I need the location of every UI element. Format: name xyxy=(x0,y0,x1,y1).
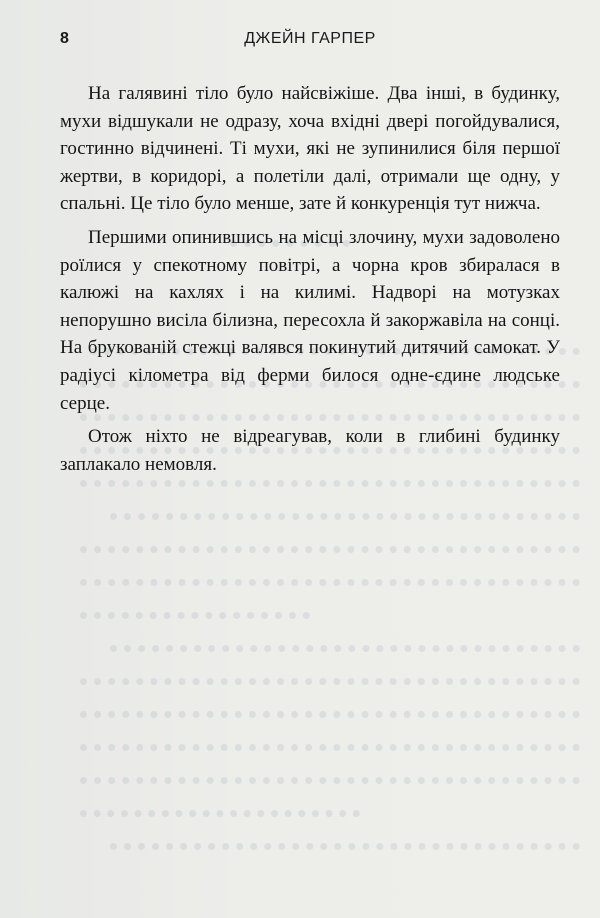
paragraph: На галявині тіло було найсвіжіше. Два інші, в будинку, мухи відшукали не одразу, хоча вхідні двері погойдувалися, гостинно відчинені. Ті мухи, які не зупинилися біля першої жертви, в коридорі, а полетіли далі, отримали ще одну, у спальні. Це тіло було менше, зате й конкуренція тут нижча. xyxy=(60,83,560,215)
running-head: ДЖЕЙН ГАРПЕР xyxy=(244,30,376,47)
paragraph: Отож ніхто не відреагував, коли в глибині будинку заплакало немовля. xyxy=(60,426,560,475)
page-number: 8 xyxy=(60,30,69,47)
page-header xyxy=(60,30,560,52)
body-text xyxy=(60,80,560,484)
paragraph: Першими опинившись на місці злочину, мухи задоволено роїлися у спекотному повітрі, а чорна кров збиралася в калюжі на кахлях і на килимі. Надворі на мотузках непорушно висіла білизна, пересохла й закоржавіла на сонці. На брукованій стежці валявся покинутий дитячий самокат. У радіусі кілометра від ферми билося одне-єдине людське серце. xyxy=(60,226,560,414)
